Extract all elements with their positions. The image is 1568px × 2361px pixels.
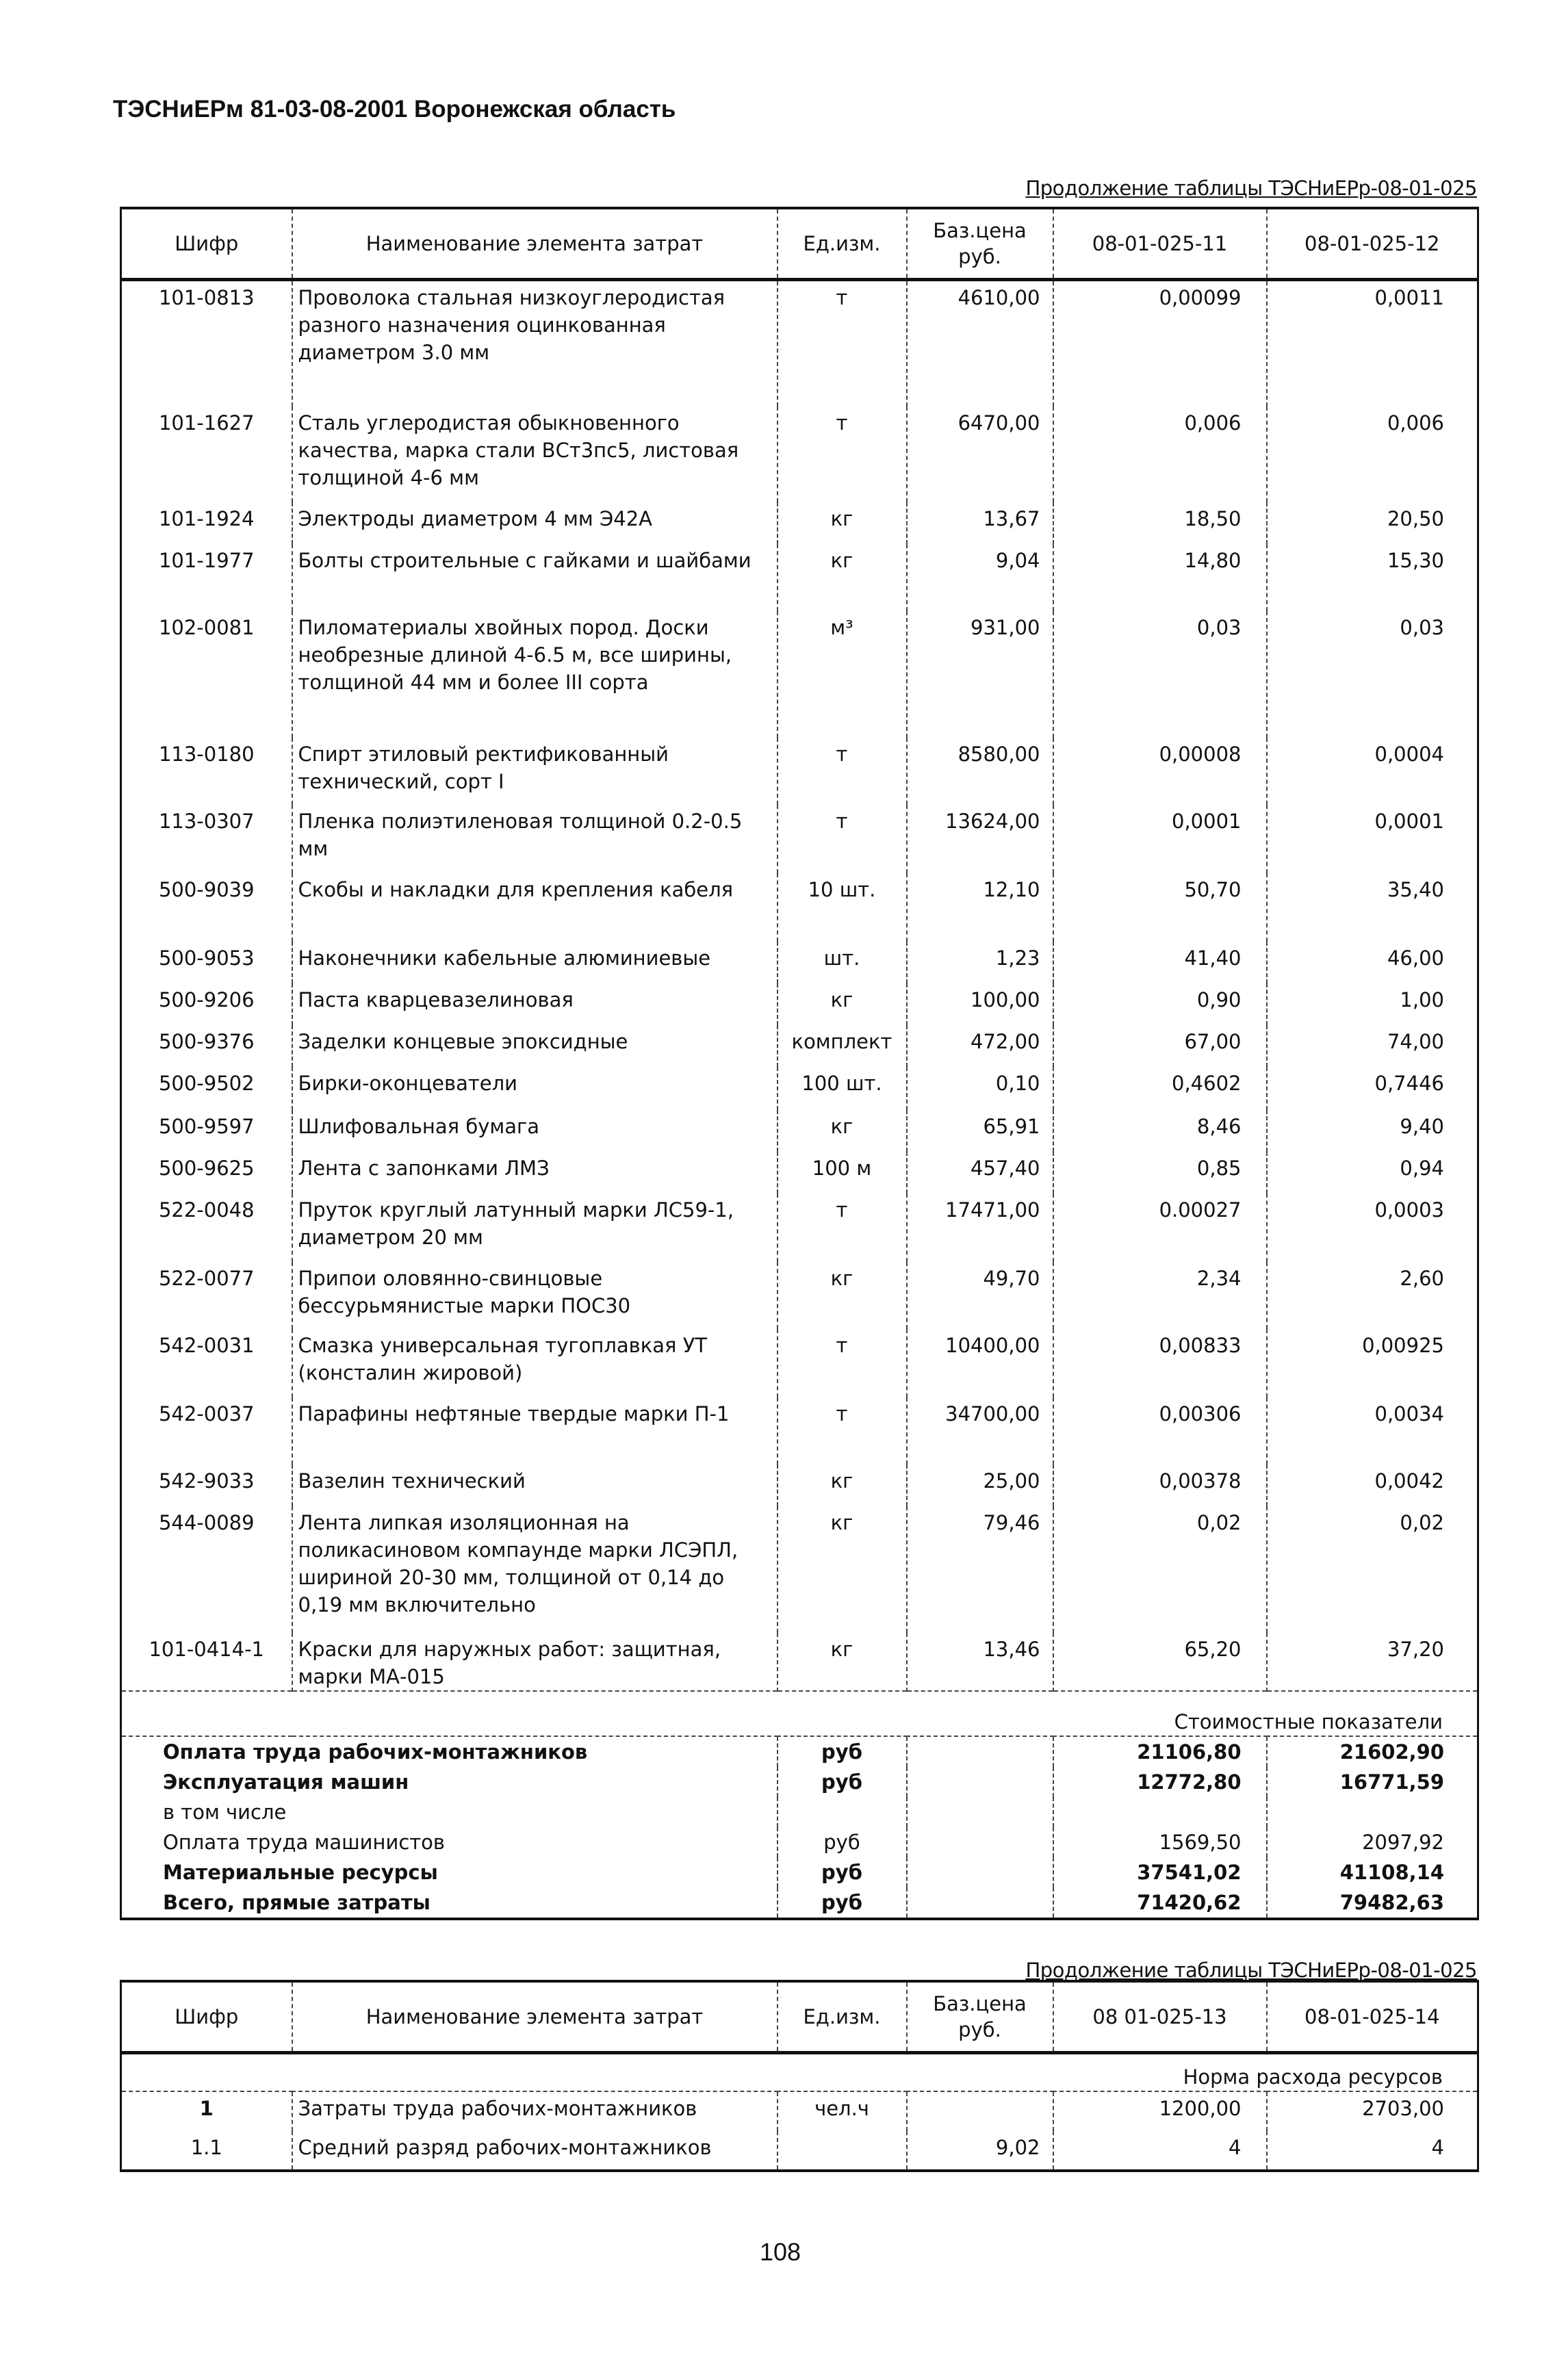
resource-name: Вазелин технический	[292, 1465, 777, 1506]
value-variant-12: 0,03	[1267, 611, 1478, 738]
value-variant-11: 65,20	[1053, 1633, 1267, 1691]
resources-table-1	[120, 207, 1479, 1920]
value-variant-11: 0,00833	[1053, 1329, 1267, 1397]
value-variant-12: 0,0011	[1267, 280, 1478, 407]
table2-caption: Продолжение таблицы ТЭСНиЕРр-08-01-025	[1025, 1959, 1477, 1982]
value-variant-11: 0,85	[1053, 1152, 1267, 1194]
table-header	[121, 208, 1478, 280]
base-price: 13,46	[907, 1633, 1053, 1691]
table1-caption: Продолжение таблицы ТЭСНиЕРр-08-01-025	[1025, 177, 1477, 200]
resource-name: Смазка универсальная тугоплавкая УТ (консталин жировой)	[292, 1329, 777, 1397]
value-variant-12: 74,00	[1267, 1025, 1478, 1067]
summary-unit: руб	[777, 1857, 907, 1887]
resource-unit: 10 шт.	[777, 873, 907, 942]
value-variant-11: 0,02	[1053, 1506, 1267, 1633]
base-price: 17471,00	[907, 1194, 1053, 1262]
value-variant-11: 0,4602	[1053, 1067, 1267, 1110]
base-price: 100,00	[907, 983, 1053, 1025]
value-variant-12: 2,60	[1267, 1262, 1478, 1329]
summary-unit: руб	[777, 1887, 907, 1919]
value-variant-12: 1,00	[1267, 983, 1478, 1025]
table-row	[121, 611, 1478, 738]
summary-variant-12: 21602,90	[1267, 1736, 1478, 1767]
value-variant-11: 41,40	[1053, 942, 1267, 983]
col-name: Наименование элемента затрат	[292, 1981, 777, 2053]
summary-label: Материальные ресурсы	[121, 1857, 777, 1887]
page-number: 108	[760, 2238, 801, 2266]
summary-price	[907, 1857, 1053, 1887]
col-price: Баз.цена руб.	[907, 208, 1053, 280]
value-variant-12: 37,20	[1267, 1633, 1478, 1691]
value-variant-11: 8,46	[1053, 1110, 1267, 1152]
table-row	[121, 1110, 1478, 1152]
value-variant-11: 14,80	[1053, 544, 1267, 611]
summary-variant-12	[1267, 1797, 1478, 1827]
col-variant-14: 08-01-025-14	[1267, 1981, 1478, 2053]
col-variant-11: 08-01-025-11	[1053, 208, 1267, 280]
value-variant-11: 2,34	[1053, 1262, 1267, 1329]
value-variant-11: 67,00	[1053, 1025, 1267, 1067]
resource-unit: шт.	[777, 942, 907, 983]
value-variant-11: 0,03	[1053, 611, 1267, 738]
summary-variant-11: 1569,50	[1053, 1827, 1267, 1857]
resource-unit: т	[777, 738, 907, 805]
value-variant-12: 0,7446	[1267, 1067, 1478, 1110]
col-variant-12: 08-01-025-12	[1267, 208, 1478, 280]
resource-name: Парафины нефтяные твердые марки П-1	[292, 1397, 777, 1465]
summary-price	[907, 1887, 1053, 1919]
resource-unit: кг	[777, 502, 907, 544]
resource-name: Лента липкая изоляционная на поликасиновом компаунде марки ЛСЭПЛ, шириной 20-30 мм, толщиной от 0,14 до 0,19 мм включительно	[292, 1506, 777, 1633]
base-price: 6470,00	[907, 407, 1053, 502]
resource-code: 1.1	[121, 2131, 292, 2171]
value-variant-11: 0,00008	[1053, 738, 1267, 805]
resource-code: 1	[121, 2091, 292, 2131]
col-name: Наименование элемента затрат	[292, 208, 777, 280]
value-variant-11: 0,00306	[1053, 1397, 1267, 1465]
base-price: 931,00	[907, 611, 1053, 738]
resource-name: Болты строительные с гайками и шайбами	[292, 544, 777, 611]
resource-name: Краски для наружных работ: защитная, марки МА-015	[292, 1633, 777, 1691]
table-row	[121, 544, 1478, 611]
base-price: 457,40	[907, 1152, 1053, 1194]
base-price: 8580,00	[907, 738, 1053, 805]
summary-price	[907, 1736, 1053, 1767]
table-row	[121, 1329, 1478, 1397]
summary-label: в том числе	[121, 1797, 777, 1827]
summary-row	[121, 1887, 1478, 1919]
summary-label: Оплата труда рабочих-монтажников	[121, 1736, 777, 1767]
table-row	[121, 983, 1478, 1025]
value-variant-11: 0.00027	[1053, 1194, 1267, 1262]
value-variant-12: 0,0001	[1267, 805, 1478, 873]
col-unit: Ед.изм.	[777, 208, 907, 280]
value-variant-12: 0,0003	[1267, 1194, 1478, 1262]
summary-variant-12: 2097,92	[1267, 1827, 1478, 1857]
table-row	[121, 738, 1478, 805]
resource-name: Затраты труда рабочих-монтажников	[292, 2091, 777, 2131]
resource-code: 500-9597	[121, 1110, 292, 1152]
base-price: 65,91	[907, 1110, 1053, 1152]
value-variant-12: 0,0004	[1267, 738, 1478, 805]
value-variant-12: 0,94	[1267, 1152, 1478, 1194]
summary-variant-12: 79482,63	[1267, 1887, 1478, 1919]
resource-unit: кг	[777, 1633, 907, 1691]
value-variant-12: 0,006	[1267, 407, 1478, 502]
summary-price	[907, 1797, 1053, 1827]
summary-variant-12: 41108,14	[1267, 1857, 1478, 1887]
value-variant-14: 4	[1267, 2131, 1478, 2171]
resource-unit: кг	[777, 1465, 907, 1506]
resource-name: Бирки-оконцеватели	[292, 1067, 777, 1110]
base-price: 0,10	[907, 1067, 1053, 1110]
table-row	[121, 1194, 1478, 1262]
value-variant-11: 0,90	[1053, 983, 1267, 1025]
value-variant-13: 4	[1053, 2131, 1267, 2171]
resource-name: Спирт этиловый ректификованный технический, сорт I	[292, 738, 777, 805]
value-variant-11: 0,0001	[1053, 805, 1267, 873]
resource-name: Пиломатериалы хвойных пород. Доски необрезные длиной 4-6.5 м, все ширины, толщиной 44 мм и более III сорта	[292, 611, 777, 738]
summary-variant-11: 71420,62	[1053, 1887, 1267, 1919]
table-row	[121, 407, 1478, 502]
table-row	[121, 873, 1478, 942]
summary-unit	[777, 1797, 907, 1827]
resource-unit: чел.ч	[777, 2091, 907, 2131]
resource-name: Наконечники кабельные алюминиевые	[292, 942, 777, 983]
table-row	[121, 2131, 1478, 2171]
resource-name: Припои оловянно-свинцовые бессурьмянистые марки ПОС30	[292, 1262, 777, 1329]
table-row	[121, 805, 1478, 873]
summary-variant-11: 21106,80	[1053, 1736, 1267, 1767]
resource-code: 102-0081	[121, 611, 292, 738]
resources-table-2	[120, 1980, 1479, 2172]
resource-name: Сталь углеродистая обыкновенного качества, марка стали ВСт3пс5, листовая толщиной 4-6 мм	[292, 407, 777, 502]
base-price: 10400,00	[907, 1329, 1053, 1397]
summary-unit: руб	[777, 1736, 907, 1767]
value-variant-12: 0,00925	[1267, 1329, 1478, 1397]
resource-code: 101-1627	[121, 407, 292, 502]
summary-unit: руб	[777, 1767, 907, 1797]
section-label-row	[121, 1691, 1478, 1736]
table-row	[121, 1262, 1478, 1329]
resource-unit: т	[777, 1194, 907, 1262]
table-row	[121, 1025, 1478, 1067]
value-variant-12: 0,0034	[1267, 1397, 1478, 1465]
col-code: Шифр	[121, 1981, 292, 2053]
summary-variant-11: 37541,02	[1053, 1857, 1267, 1887]
resource-code: 101-0813	[121, 280, 292, 407]
table-row	[121, 942, 1478, 983]
resource-code: 101-1977	[121, 544, 292, 611]
document-title: ТЭСНиЕРм 81-03-08-2001 Воронежская область	[113, 96, 676, 122]
resource-code: 544-0089	[121, 1506, 292, 1633]
resource-unit: кг	[777, 1110, 907, 1152]
resource-unit	[777, 2131, 907, 2171]
table-row	[121, 1633, 1478, 1691]
resource-unit: кг	[777, 1262, 907, 1329]
base-price: 13624,00	[907, 805, 1053, 873]
summary-row	[121, 1857, 1478, 1887]
resource-unit: т	[777, 407, 907, 502]
base-price: 9,02	[907, 2131, 1053, 2171]
resource-code: 113-0307	[121, 805, 292, 873]
table-row	[121, 1465, 1478, 1506]
resource-unit: кг	[777, 983, 907, 1025]
base-price: 13,67	[907, 502, 1053, 544]
resource-name: Заделки концевые эпоксидные	[292, 1025, 777, 1067]
base-price: 79,46	[907, 1506, 1053, 1633]
summary-price	[907, 1767, 1053, 1797]
table-row	[121, 2091, 1478, 2131]
base-price	[907, 2091, 1053, 2131]
summary-price	[907, 1827, 1053, 1857]
base-price: 12,10	[907, 873, 1053, 942]
base-price: 25,00	[907, 1465, 1053, 1506]
resource-code: 522-0077	[121, 1262, 292, 1329]
resource-name: Электроды диаметром 4 мм Э42А	[292, 502, 777, 544]
resource-unit: кг	[777, 544, 907, 611]
value-variant-12: 9,40	[1267, 1110, 1478, 1152]
base-price: 1,23	[907, 942, 1053, 983]
resource-code: 542-0031	[121, 1329, 292, 1397]
base-price: 49,70	[907, 1262, 1053, 1329]
table-row	[121, 1152, 1478, 1194]
resource-name: Шлифовальная бумага	[292, 1110, 777, 1152]
resource-name: Паста кварцевазелиновая	[292, 983, 777, 1025]
value-variant-14: 2703,00	[1267, 2091, 1478, 2131]
resource-code: 113-0180	[121, 738, 292, 805]
summary-row	[121, 1797, 1478, 1827]
resource-name: Пруток круглый латунный марки ЛС59-1, диаметром 20 мм	[292, 1194, 777, 1262]
base-price: 34700,00	[907, 1397, 1053, 1465]
col-price: Баз.цена руб.	[907, 1981, 1053, 2053]
resource-name: Проволока стальная низкоуглеродистая разного назначения оцинкованная диаметром 3.0 мм	[292, 280, 777, 407]
resource-code: 500-9206	[121, 983, 292, 1025]
base-price: 472,00	[907, 1025, 1053, 1067]
summary-variant-11: 12772,80	[1053, 1767, 1267, 1797]
resource-unit: т	[777, 1329, 907, 1397]
base-price: 9,04	[907, 544, 1053, 611]
col-variant-13: 08 01-025-13	[1053, 1981, 1267, 2053]
value-variant-12: 46,00	[1267, 942, 1478, 983]
resource-code: 500-9376	[121, 1025, 292, 1067]
table-row	[121, 1067, 1478, 1110]
resource-unit: 100 шт.	[777, 1067, 907, 1110]
value-variant-11: 0,00378	[1053, 1465, 1267, 1506]
section-label: Стоимостные показатели	[121, 1691, 1478, 1736]
summary-row	[121, 1827, 1478, 1857]
summary-label: Всего, прямые затраты	[121, 1887, 777, 1919]
table-row	[121, 1397, 1478, 1465]
value-variant-12: 0,0042	[1267, 1465, 1478, 1506]
resource-name: Лента с запонками ЛМЗ	[292, 1152, 777, 1194]
value-variant-11: 0,00099	[1053, 280, 1267, 407]
resource-code: 522-0048	[121, 1194, 292, 1262]
section-label: Норма расхода ресурсов	[121, 2053, 1478, 2091]
resource-unit: м³	[777, 611, 907, 738]
summary-variant-12: 16771,59	[1267, 1767, 1478, 1797]
value-variant-11: 50,70	[1053, 873, 1267, 942]
resource-code: 500-9625	[121, 1152, 292, 1194]
value-variant-12: 15,30	[1267, 544, 1478, 611]
summary-row	[121, 1767, 1478, 1797]
resource-code: 500-9039	[121, 873, 292, 942]
resource-unit: 100 м	[777, 1152, 907, 1194]
resource-unit: т	[777, 1397, 907, 1465]
value-variant-11: 0,006	[1053, 407, 1267, 502]
section-label-row	[121, 2053, 1478, 2091]
value-variant-13: 1200,00	[1053, 2091, 1267, 2131]
col-unit: Ед.изм.	[777, 1981, 907, 2053]
value-variant-12: 35,40	[1267, 873, 1478, 942]
resource-name: Средний разряд рабочих-монтажников	[292, 2131, 777, 2171]
summary-label: Эксплуатация машин	[121, 1767, 777, 1797]
summary-row	[121, 1736, 1478, 1767]
resource-code: 542-9033	[121, 1465, 292, 1506]
resource-code: 101-0414-1	[121, 1633, 292, 1691]
table-row	[121, 280, 1478, 407]
table-row	[121, 1506, 1478, 1633]
value-variant-11: 18,50	[1053, 502, 1267, 544]
resource-unit: кг	[777, 1506, 907, 1633]
resource-name: Скобы и накладки для крепления кабеля	[292, 873, 777, 942]
resource-code: 101-1924	[121, 502, 292, 544]
summary-unit: руб	[777, 1827, 907, 1857]
resource-code: 500-9502	[121, 1067, 292, 1110]
resource-unit: комплект	[777, 1025, 907, 1067]
table-header	[121, 1981, 1478, 2053]
resource-code: 542-0037	[121, 1397, 292, 1465]
table-row	[121, 502, 1478, 544]
value-variant-12: 0,02	[1267, 1506, 1478, 1633]
resource-unit: т	[777, 280, 907, 407]
summary-label: Оплата труда машинистов	[121, 1827, 777, 1857]
resource-unit: т	[777, 805, 907, 873]
value-variant-12: 20,50	[1267, 502, 1478, 544]
resource-code: 500-9053	[121, 942, 292, 983]
col-code: Шифр	[121, 208, 292, 280]
base-price: 4610,00	[907, 280, 1053, 407]
resource-name: Пленка полиэтиленовая толщиной 0.2-0.5 мм	[292, 805, 777, 873]
summary-variant-11	[1053, 1797, 1267, 1827]
